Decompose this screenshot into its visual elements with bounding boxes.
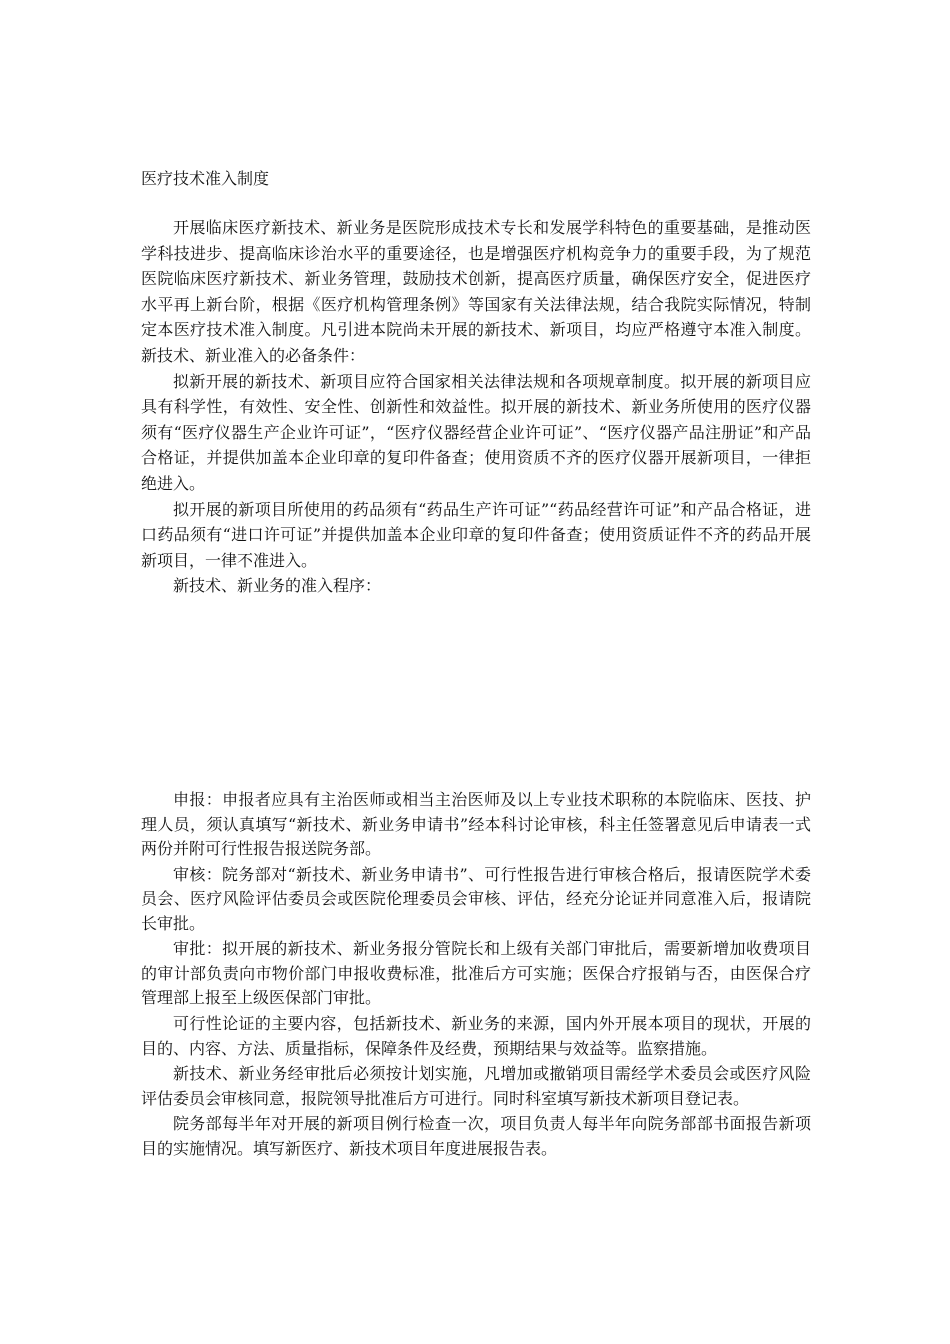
- paragraph-inspection: 院务部每半年对开展的新项目例行检查一次，项目负责人每半年向院务部部书面报告新项目的实施情况。填写新医疗、新技术项目年度进展报告表。: [141, 1114, 811, 1158]
- paragraph-conditions: 拟新开展的新技术、新项目应符合国家相关法律法规和各项规章制度。拟开展的新项目应具有科学性，有效性、安全性、创新性和效益性。拟开展的新技术、新业务所使用的医疗仪器须有“医疗仪器生产企业许可证”，“医疗仪器经营企业许可证”、“医疗仪器产品注册证”和产品合格证，并提供加盖本企业印章的复印件备查；使用资质不齐的医疗仪器开展新项目，一律拒绝进入。: [141, 371, 811, 493]
- paragraph-procedure-heading: 新技术、新业务的准入程序：: [173, 576, 382, 596]
- section-procedure: [141, 788, 811, 1163]
- paragraph-feasibility: 可行性论证的主要内容，包括新技术、新业务的来源，国内外开展本项目的现状，开展的目的、内容、方法、质量指标，保障条件及经费，预期结果与效益等。监察措施。: [141, 1014, 811, 1058]
- paragraph-review: 审核：院务部对“新技术、新业务申请书”、可行性报告进行审核合格后，报请医院学术委员会、医疗风险评估委员会或医院伦理委员会审核、评估，经充分论证并同意准入后，报请院长审批。: [141, 864, 811, 933]
- paragraph-intro: 开展临床医疗新技术、新业务是医院形成技术专长和发展学科特色的重要基础，是推动医学科技进步、提高临床诊治水平的重要途径，也是增强医疗机构竞争力的重要手段，为了规范医院临床医疗新技术、新业务管理，鼓励技术创新，提高医疗质量，确保医疗安全，促进医疗水平再上新台阶，根据《医疗机构管理条例》等国家有关法律法规，结合我院实际情况，特制定本医疗技术准入制度。凡引进本院尚未开展的新技术、新项目，均应严格遵守本准入制度。新技术、新业准入的必备条件：: [141, 218, 811, 365]
- paragraph-drugs: 拟开展的新项目所使用的药品须有“药品生产许可证”“药品经营许可证”和产品合格证，进口药品须有“进口许可证”并提供加盖本企业印章的复印件备查；使用资质证件不齐的药品开展新项目，一律不准进入。: [141, 499, 811, 570]
- paragraph-apply: 申报：申报者应具有主治医师或相当主治医师及以上专业技术职称的本院临床、医技、护理人员，须认真填写“新技术、新业务申请书”经本科讨论审核，科主任签署意见后申请表一式两份并附可行性报告报送院务部。: [141, 790, 811, 858]
- section-intro: [141, 215, 811, 599]
- document-title: 医疗技术准入制度: [141, 169, 270, 188]
- paragraph-implementation: 新技术、新业务经审批后必须按计划实施，凡增加或撤销项目需经学术委员会或医疗风险评估委员会审核同意，报院领导批准后方可进行。同时科室填写新技术新项目登记表。: [141, 1064, 811, 1108]
- paragraph-approval: 审批：拟开展的新技术、新业务报分管院长和上级有关部门审批后，需要新增加收费项目的审计部负责向市物价部门申报收费标准，批准后方可实施；医保合疗报销与否，由医保合疗管理部上报至上级医保部门审批。: [141, 939, 811, 1008]
